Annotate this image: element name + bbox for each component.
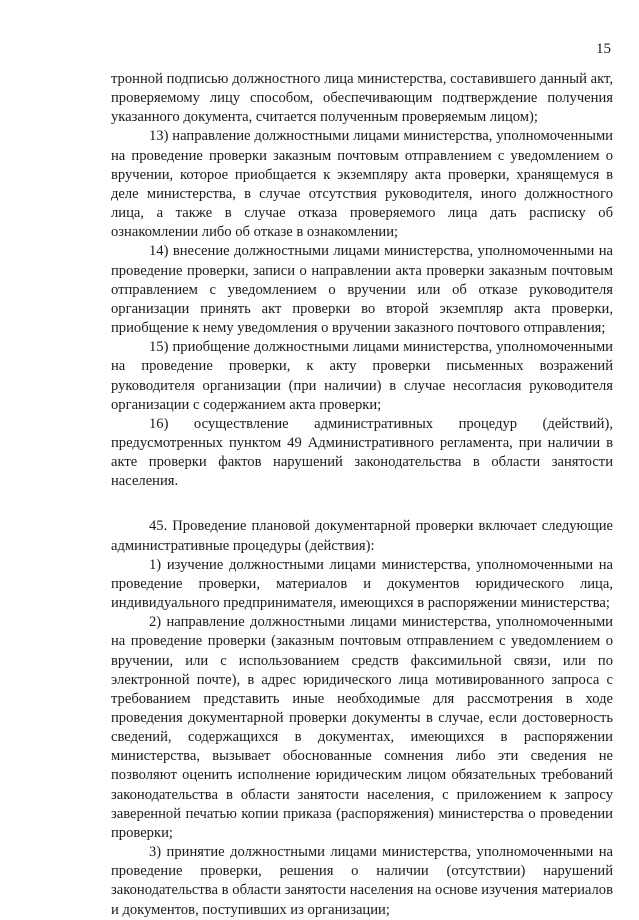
paragraph-item-2: 2) направление должностными лицами министерства, уполномоченными на проведение проверки (заказным почтовым отправлением с уведомлением о вручении, или с использованием средств факсимильной связи, или по электронной почте), в адрес юридического лица мотивированного запроса с требованием представить иные необходимые для рассмотрения в ходе проведения документарной проверки документы в случае, если достоверность сведений, содержащихся в документах, имеющихся в распоряжении министерства, вызывает обоснованные сомнения либо эти сведения не позволяют оценить исполнение юридическим лицом обязательных требований законодательства в области занятости населения, с приложением к запросу заверенной печатью копии приказа (распоряжения) министерства о проведении проверки; xyxy=(111,614,613,841)
paragraph-item-16: 16) осуществление административных процедур (действий), предусмотренных пунктом 49 Административного регламента, при наличии в акте проверки фактов нарушений законодательства в области занятости населения. xyxy=(111,415,613,490)
paragraph-item-13: 13) направление должностными лицами министерства, уполномоченными на проведение проверки заказным почтовым отправлением с уведомлением о вручении, которое приобщается к экземпляру акта проверки, хранящемуся в деле министерства, в случае отсутствия руководителя, иного должностного лица, а также в случае отказа проверяемого лица дать расписку об ознакомлении либо об отказе в ознакомлении; xyxy=(111,128,613,241)
paragraph-section-45: 45. Проведение плановой документарной проверки включает следующие административные процедуры (действия): xyxy=(111,518,613,554)
document-body xyxy=(111,70,613,920)
paragraph-item-1: 1) изучение должностными лицами министерства, уполномоченными на проведение проверки, материалов и документов юридического лица, индивидуального предпринимателя, имеющихся в распоряжении министерства; xyxy=(111,556,613,612)
paragraph-item-15: 15) приобщение должностными лицами министерства, уполномоченными на проведение проверки, к акту проверки письменных возражений руководителя организации (при наличии) в случае несогласия руководителя организации с содержанием акта проверки; xyxy=(111,339,613,413)
paragraph-item-3: 3) принятие должностными лицами министерства, уполномоченными на проведение проверки, решения о наличии (отсутствии) нарушений законодательства в области занятости населения на основе изучения материалов и документов, поступивших из организации; xyxy=(111,844,613,918)
paragraph-item-14: 14) внесение должностными лицами министерства, уполномоченными на проведение проверки, записи о направлении акта проверки заказным почтовым отправлением с уведомлением о вручении или об отказе руководителя организации принять акт проверки во второй экземпляр акта проверки, приобщение к нему уведомления о вручении заказного почтового отправления; xyxy=(111,243,613,337)
section-gap xyxy=(111,491,613,517)
page-number: 15 xyxy=(596,41,611,57)
paragraph-continuation: тронной подписью должностного лица министерства, составившего данный акт, проверяемому лицу способом, обеспечивающим подтверждение получения указанного документа, считается полученным проверяемым лицом); xyxy=(111,71,613,126)
